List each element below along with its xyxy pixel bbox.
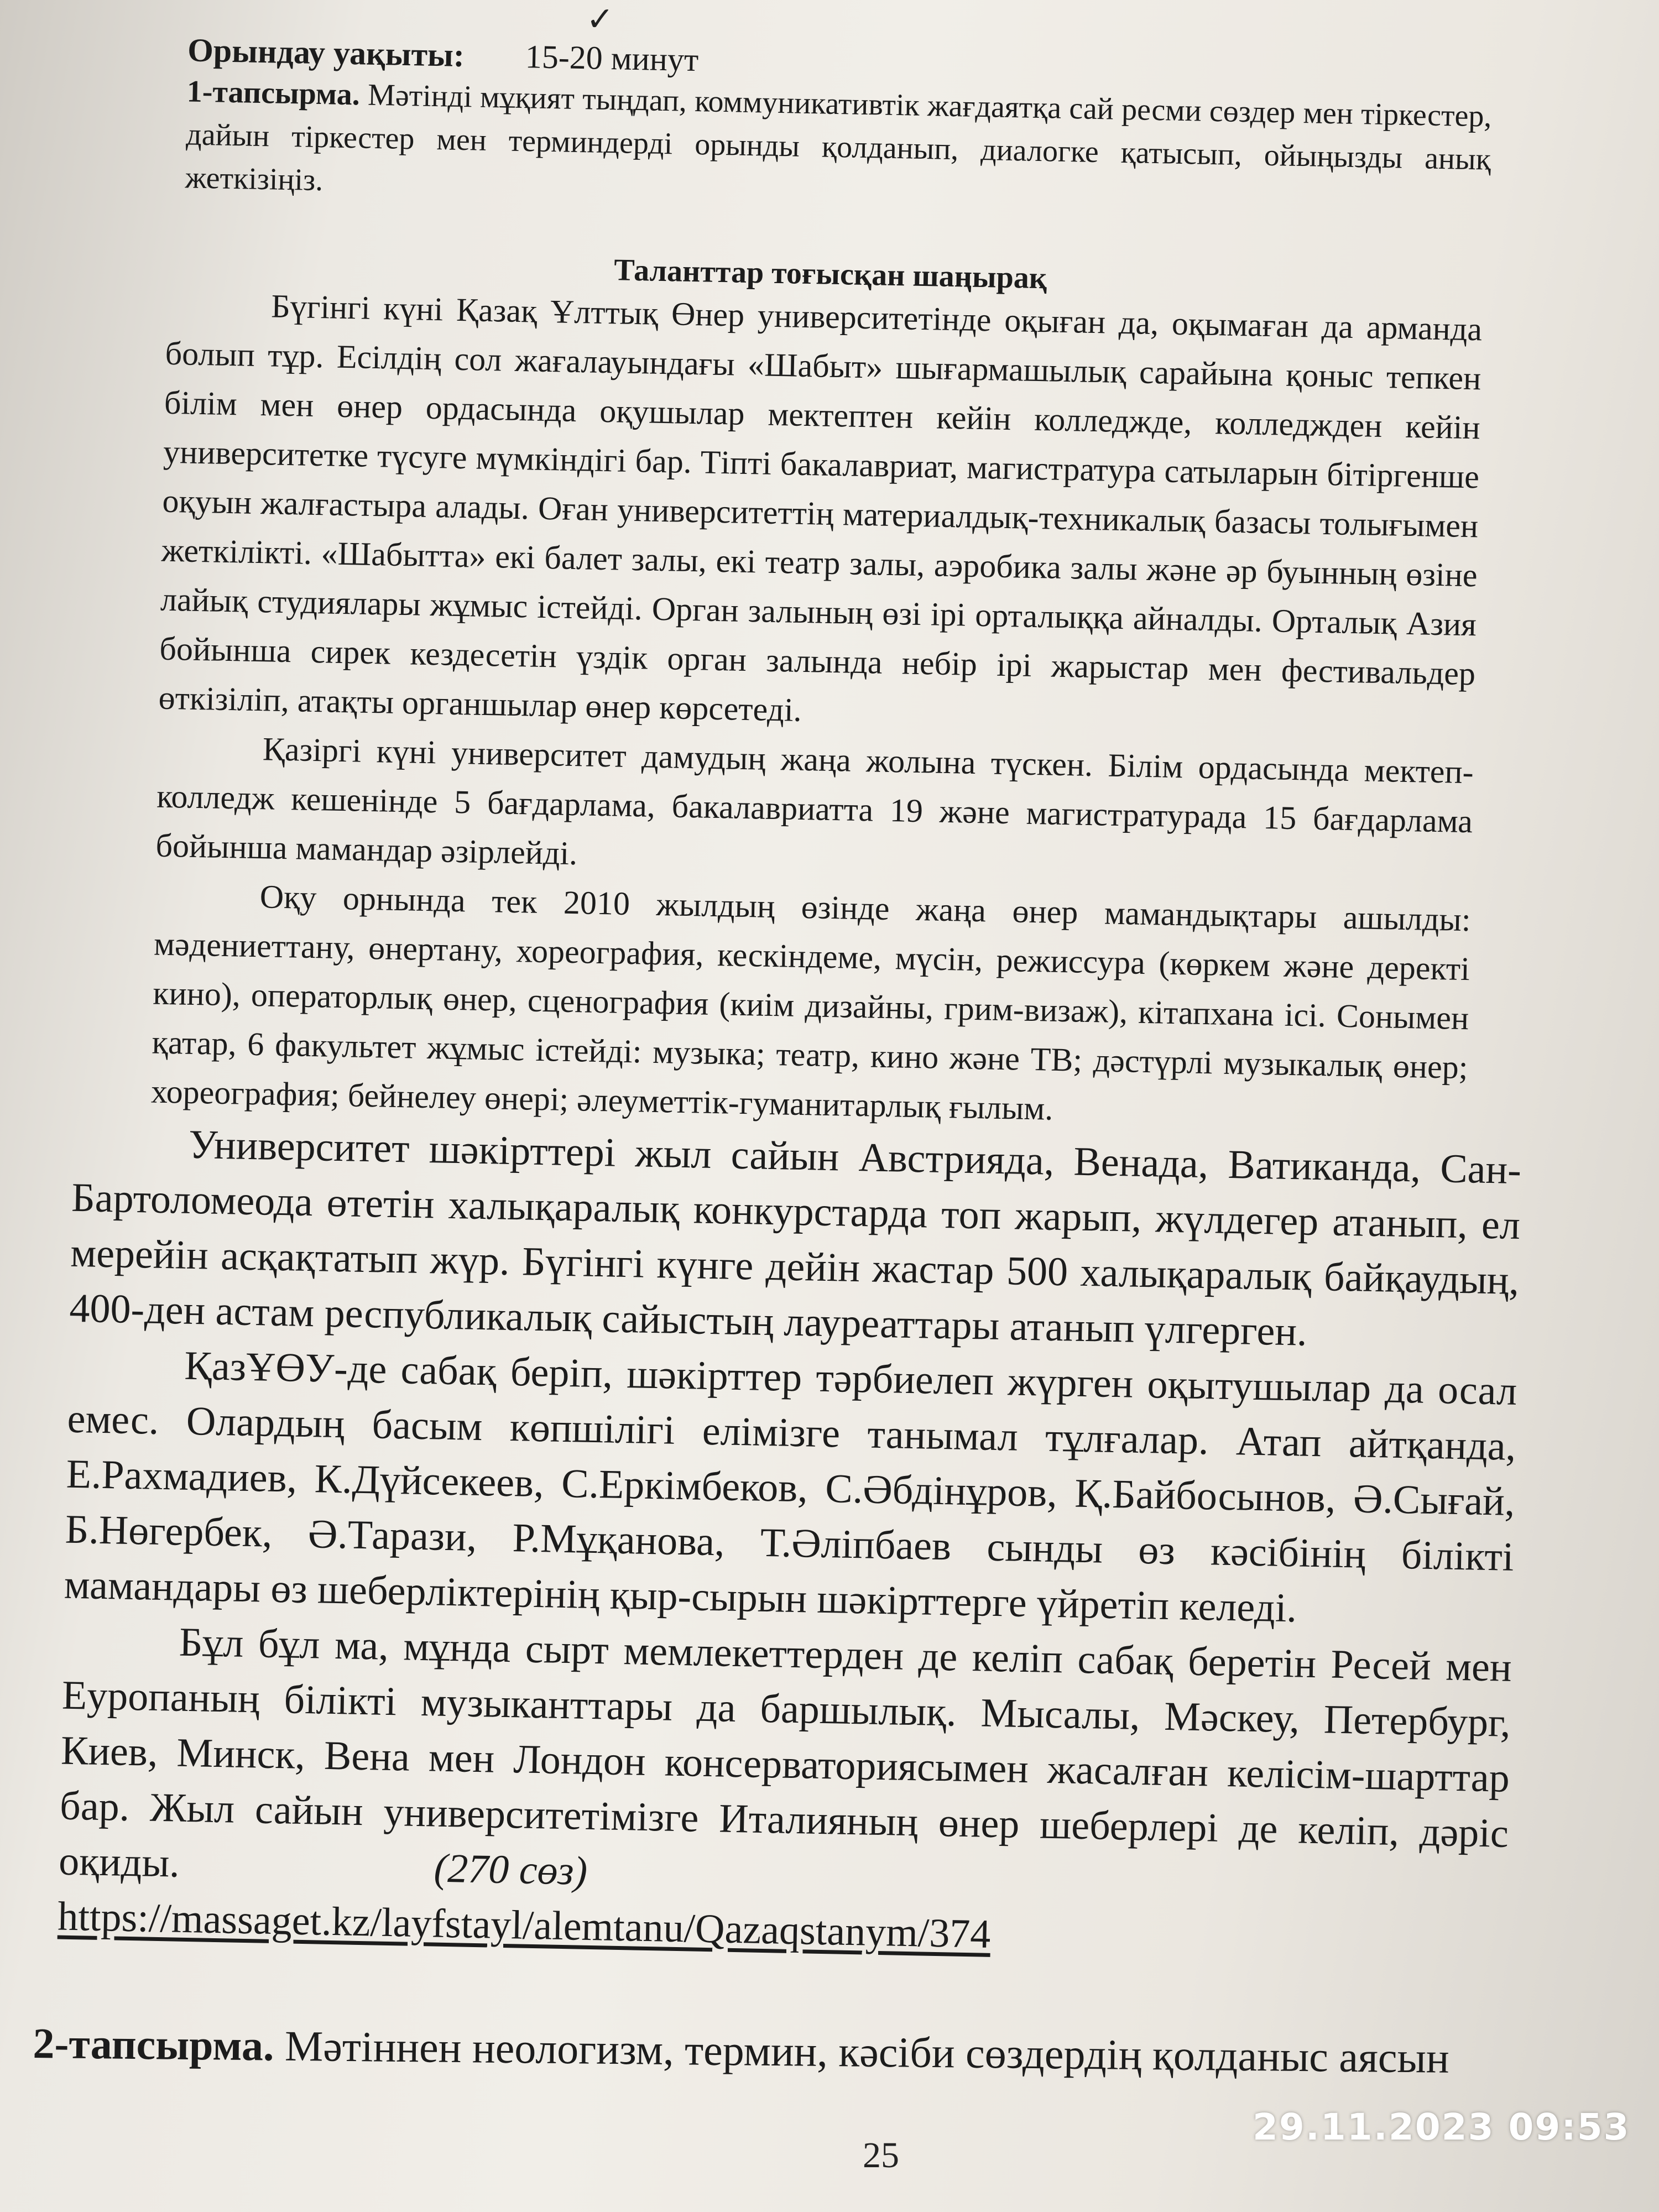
page-number: 25 (863, 2135, 899, 2176)
photo-timestamp: 29.11.2023 09:53 (1253, 2106, 1630, 2148)
time-label: Орындау уақыты: (187, 32, 465, 74)
source-link[interactable]: https://massaget.kz/layfstayl/alemtanu/Qazaqstanym/374 (57, 1893, 992, 1957)
checkmark-icon: ✓ (586, 0, 614, 39)
article-upper (150, 280, 1483, 1141)
paragraph-6-text: Бұл бұл ма, мұнда сырт мемлекеттерден де келіп сабақ беретін Ресей мен Еуропаның білікті музыканттары да баршылық. Мысалы, Мәскеу, Петербург, Киев, Минск, Вена мен Лондон консерваториясымен жасалған келісім-шарттар бар. Жыл сайын университетімізге Италияның өнер шеберлері де келіп, дәріс оқиды. (58, 1619, 1512, 1886)
paragraph-4: Университет шәкірттері жыл сайын Австрияда, Венада, Ватиканда, Сан-Бартоломеода өтетін халықаралық конкурстарда топ жарып, жүлдегер атанып, ел мерейін асқақтатып жүр. Бүгінгі күнге дейін жастар 500 халықаралық байқаудың, 400-ден астам республикалық сайыстың лауреаттары атанып үлгерген. (69, 1121, 1522, 1355)
time-value: 15-20 минут (525, 38, 699, 79)
document-body (24, 28, 1522, 1971)
task2 (33, 2018, 1659, 2085)
paragraph-6 (58, 1613, 1512, 1917)
task1-label: 1-тапсырма. (186, 74, 361, 112)
article-title: Таланттар тоғысқан шаңырақ (613, 253, 1047, 296)
paragraph-5: ҚазҰӨУ-де сабақ беріп, шәкірттер тәрбиелеп жүрген оқытушылар да осал емес. Олардың басым көпшілігі елімізге танымал тұлғалар. Атап айтқанда, Е.Рахмадиев, К.Дүйсекеев, С.Еркімбеков, С.Әбдінұров, Қ.Байбосынов, Ә.Сығай, Б.Нөгербек, Ә.Тарази, Р.Мұқанова, Т.Әліпбаев сынды өз кәсібінің білікті мамандары өз шеберліктерінің қыр-сырын шәкірттерге үйретіп келеді. (64, 1343, 1517, 1631)
paragraph-1: Бүгінгі күні Қазақ Ұлттық Өнер университетінде оқыған да, оқымаған да арманда болып тұр. Есілдің сол жағалауындағы «Шабыт» шығармашылық сарайына қоныс тепкен білім мен өнер ордасында оқушылар мектептен кейін колледжде, колледжден кейін университетке түсуге мүмкіндігі бар. Тіпті бакалавриат, магистратура сатыларын бітіргенше оқуын жалғастыра алады. Оған университеттің материалдық-техникалық базасы толығымен жеткілікті. «Шабытта» екі балет залы, екі театр залы, аэробика залы және әр буынның өзіне лайық студиялары жұмыс істейді. Орган залының өзі ірі орталыққа айналды. Орталық Азия бойынша сирек кездесетін үздік орган залында небір ірі жарыстар мен фестивальдер өткізіліп, атақты органшылар өнер көрсетеді. (158, 288, 1483, 728)
paragraph-3: Оқу орнында тек 2010 жылдың өзінде жаңа өнер мамандықтары ашылды: мәдениеттану, өнертану, хореография, кескіндеме, мүсін, режиссура (көркем және деректі кино), операторлық өнер, сценография (киім дизайны, грим-визаж), кітапхана ісі. Сонымен қатар, 6 факультет жұмыс істейді: музыка; театр, кино және ТВ; дәстүрлі музыкалық өнер; хореография; бейнелеу өнері; әлеуметтік-гуманитарлық ғылым. (150, 878, 1472, 1127)
task1 (185, 70, 1492, 224)
task1-text: Мәтінді мұқият тыңдап, коммуникативтік жағдаятқа сай ресми сөздер мен тіркестер, дайын тіркестер мен терминдерді орынды қолданып, диалогке қатысып, ойыңызды анық жеткізіңіз. (185, 77, 1493, 198)
article-lower (57, 1115, 1521, 1972)
task2-label: 2-тапсырма. (33, 2019, 274, 2070)
paragraph-2: Қазіргі күні университет дамудың жаңа жолына түскен. Білім ордасында мектеп-колледж кешенінде 5 бағдарлама, бакалавриатта 19 және магистратурада 15 бағдарлама бойынша мамандар әзірлейді. (155, 731, 1474, 872)
word-count: (270 сөз) (433, 1845, 588, 1894)
task2-text: Мәтіннен неологизм, термин, кәсіби сөздердің қолданыс аясын (284, 2021, 1450, 2082)
